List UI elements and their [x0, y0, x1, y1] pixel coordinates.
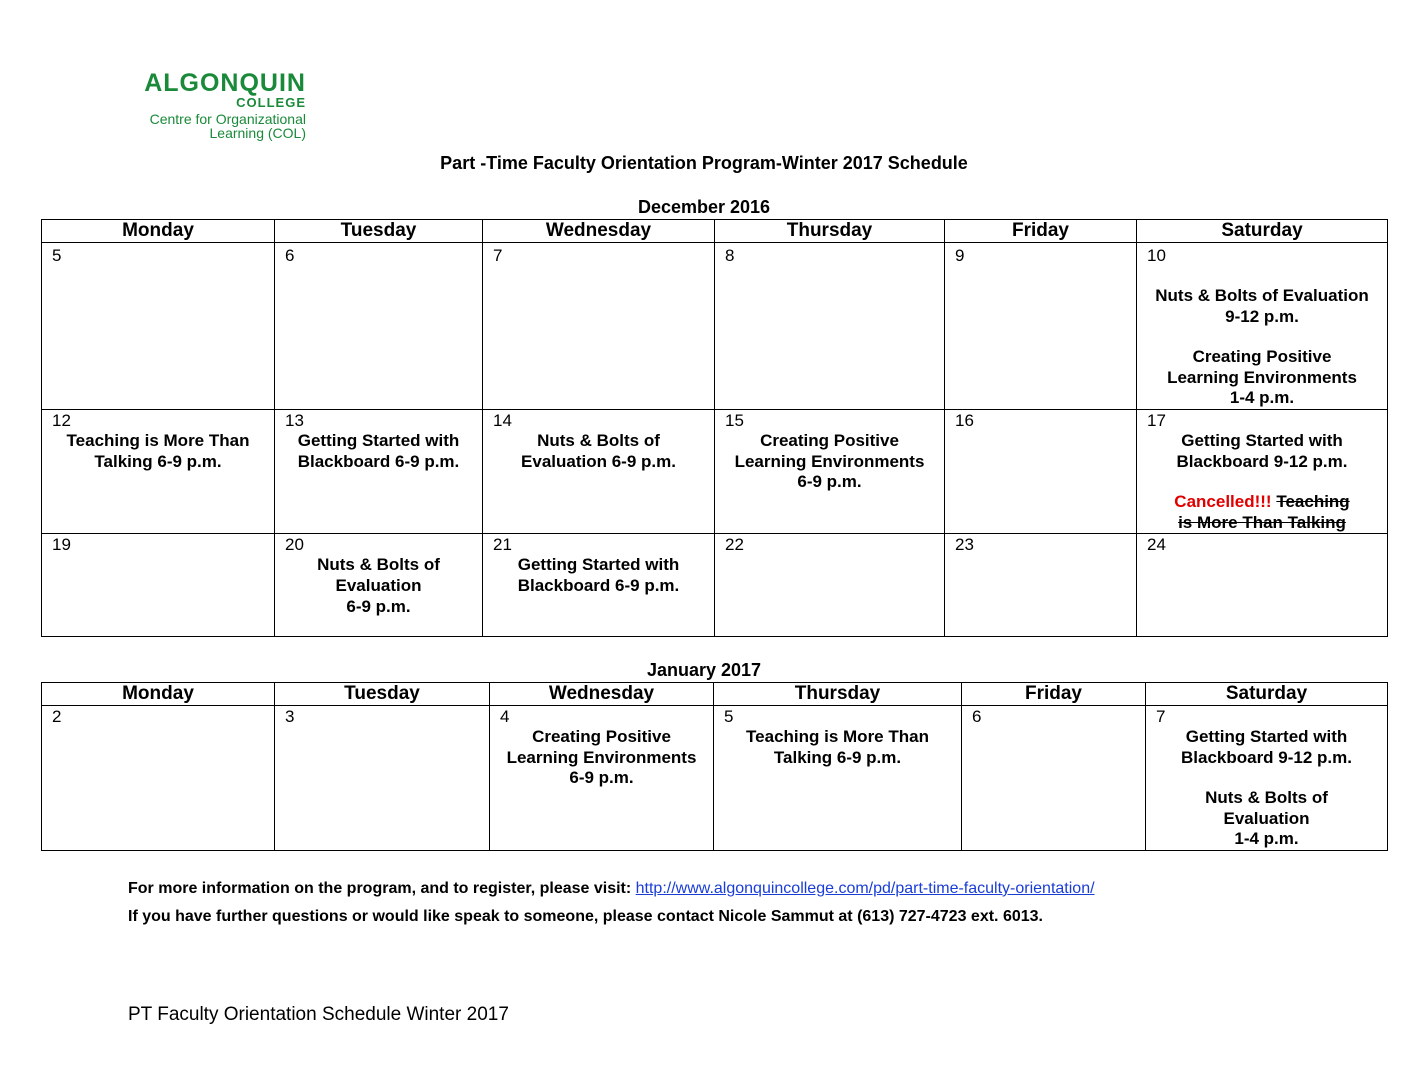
event-text: Getting Started with Blackboard 6-9 p.m. [297, 430, 460, 471]
event-time: 6-9 p.m. [797, 472, 862, 492]
event-text: Getting Started with Blackboard 6-9 p.m. [517, 555, 680, 595]
event-text: Nuts & Bolts of Evaluation 6-9 p.m. [521, 430, 676, 471]
header-monday: Monday [42, 220, 275, 243]
day-cell [483, 243, 715, 410]
december-calendar [41, 219, 1388, 637]
event-text: Getting Started with Blackboard 9-12 p.m. [1176, 430, 1348, 471]
day-cell [275, 243, 483, 410]
day-cell [42, 534, 275, 637]
day-cell [42, 409, 275, 533]
week-row [42, 534, 1388, 637]
day-cell [42, 706, 275, 851]
info-line-2: If you have further questions or would like speak to someone, please contact Nicole Sammut at (613) 727-4723 ext. 6013. [128, 908, 1043, 925]
day-cell [490, 706, 714, 851]
day-cell [945, 243, 1137, 410]
header-friday: Friday [945, 220, 1137, 243]
header-thursday: Thursday [715, 220, 945, 243]
day-number: 24 [1147, 535, 1166, 555]
cancelled-event [1137, 492, 1387, 533]
day-cell [275, 534, 483, 637]
event-text: Teaching is More Than Talking 6-9 p.m. [746, 727, 929, 767]
header-saturday: Saturday [1146, 683, 1388, 706]
day-number: 23 [955, 535, 974, 555]
day-cell [945, 534, 1137, 637]
day-cell [1137, 243, 1388, 410]
day-number: 4 [500, 707, 510, 726]
day-number: 6 [285, 246, 295, 265]
event-text: Teaching is More Than Talking 6-9 p.m. [66, 430, 250, 471]
day-cell [275, 409, 483, 533]
logo-line-2: COLLEGE [236, 95, 306, 110]
event-text: Nuts & Bolts of Evaluation [1205, 788, 1328, 828]
day-number: 6 [972, 707, 982, 726]
day-number: 17 [1147, 410, 1166, 430]
january-month-label: January 2017 [646, 660, 762, 680]
logo-line-3: Centre for Organizational [149, 111, 306, 127]
day-number: 8 [725, 246, 735, 265]
event-text: Creating Positive Learning Environments [1167, 347, 1357, 387]
header-tuesday: Tuesday [275, 683, 490, 706]
day-number: 13 [285, 410, 304, 430]
week-row [42, 706, 1388, 851]
day-number: 3 [285, 707, 295, 726]
day-number: 10 [1147, 246, 1166, 265]
day-number: 9 [955, 246, 965, 265]
day-cell [945, 409, 1137, 533]
day-cell [715, 409, 945, 533]
event-text: Creating Positive Learning Environments [734, 430, 925, 471]
header-saturday: Saturday [1137, 220, 1388, 243]
day-cell [42, 243, 275, 410]
day-number: 21 [493, 535, 512, 555]
day-cell [275, 706, 490, 851]
event-time: 1-4 p.m. [1229, 388, 1295, 408]
header-thursday: Thursday [714, 683, 962, 706]
day-number: 2 [52, 707, 62, 726]
day-number: 19 [52, 535, 71, 555]
day-number: 20 [285, 535, 304, 555]
day-cell [1137, 534, 1388, 637]
day-cell [714, 706, 962, 851]
event-text: Nuts & Bolts of Evaluation [317, 555, 440, 595]
day-cell [1146, 706, 1388, 851]
day-cell [715, 243, 945, 410]
day-cell [483, 409, 715, 533]
page-title: Part -Time Faculty Orientation Program-Winter 2017 Schedule [440, 153, 968, 173]
week-row [42, 409, 1388, 533]
cancelled-label: Cancelled!!! [1174, 492, 1272, 512]
logo-line-4: Learning (COL) [209, 125, 306, 141]
january-calendar [41, 682, 1388, 851]
day-cell [962, 706, 1146, 851]
day-number: 16 [955, 410, 974, 430]
info-text: For more information on the program, and to register, please visit: [128, 880, 636, 897]
header-monday: Monday [42, 683, 275, 706]
december-month-label: December 2016 [637, 197, 771, 217]
week-row [42, 243, 1388, 410]
day-number: 15 [725, 410, 744, 430]
day-cell [483, 534, 715, 637]
header-friday: Friday [962, 683, 1146, 706]
event-time: 6-9 p.m. [346, 596, 411, 616]
day-number: 12 [52, 410, 71, 430]
event-text: Nuts & Bolts of Evaluation 9-12 p.m. [1155, 286, 1369, 326]
day-number: 5 [52, 246, 62, 265]
day-number: 7 [1156, 707, 1166, 726]
page-footer: PT Faculty Orientation Schedule Winter 2017 [128, 1004, 509, 1025]
header-row [42, 220, 1388, 243]
day-number: 14 [493, 410, 512, 430]
day-cell [1137, 409, 1388, 533]
event-time: 1-4 p.m. [1234, 829, 1299, 849]
header-tuesday: Tuesday [275, 220, 483, 243]
logo-line-1: ALGONQUIN [144, 69, 306, 97]
header-row [42, 683, 1388, 706]
event-time: 6-9 p.m. [569, 768, 634, 788]
day-cell [715, 534, 945, 637]
day-number: 7 [493, 246, 503, 265]
college-logo [138, 70, 318, 140]
cancelled-event-text: Teaching is More Than Talking [1178, 492, 1350, 532]
event-text: Creating Positive Learning Environments [506, 727, 697, 767]
event-text: Getting Started with Blackboard 9-12 p.m. [1180, 727, 1352, 767]
day-number: 22 [725, 535, 744, 555]
day-number: 5 [724, 707, 734, 726]
registration-link[interactable]: http://www.algonquincollege.com/pd/part-time-faculty-orientation/ [635, 880, 1095, 897]
header-wednesday: Wednesday [483, 220, 715, 243]
header-wednesday: Wednesday [490, 683, 714, 706]
info-line-1 [128, 880, 1095, 898]
